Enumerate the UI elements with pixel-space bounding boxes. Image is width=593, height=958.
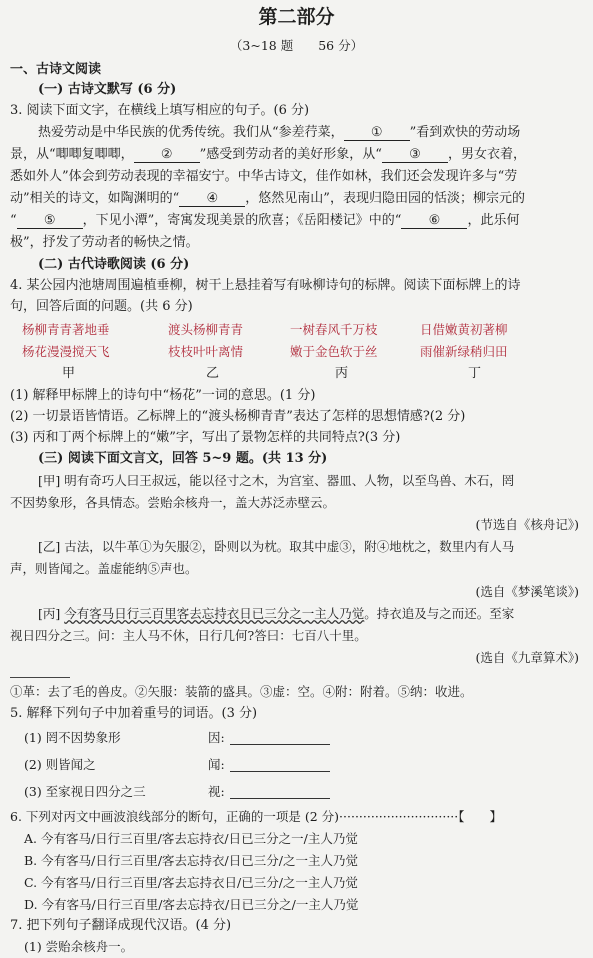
q6-option-c[interactable]: C. 今有客马/日行三百里/客去忘持衣日/已三分/之一主人乃觉 — [24, 875, 358, 890]
q7-stem: 7. 把下列句子翻译成现代汉语。(4 分) — [10, 918, 232, 933]
passage-bing-rest: 。持衣追及与之而还。至家 — [364, 606, 515, 621]
sign-yi-line2: 枝枝叶叶离情 — [168, 344, 244, 359]
sign-jia-label: 甲 — [62, 366, 76, 381]
q4-stem-2: 句，回答后面的问题。(共 6 分) — [10, 299, 193, 314]
page-subtitle: （3~18 题 56 分） — [229, 38, 364, 53]
passage-yi-line1: [乙] 古法，以牛革①为矢服②，卧则以为枕。取其中虚③，附④地枕之，数里内有人马 — [38, 539, 515, 554]
q5-item2-word: 闻: — [208, 757, 225, 772]
q5-item1-word: 因: — [208, 730, 225, 745]
q6-option-d[interactable]: D. 今有客马/日行三百里/客去忘持衣/日已三分之/一主人乃觉 — [24, 897, 359, 912]
q3-line5 — [10, 213, 519, 229]
q4-sub1: (1) 解释甲标牌上的诗句中“杨花”一词的意思。(1 分) — [10, 388, 316, 403]
answer-line-3[interactable] — [230, 798, 330, 799]
fill-blank-3[interactable]: ③ — [382, 148, 448, 163]
q4-stem-1: 4. 某公园内池塘周围遍植垂柳，树干上悬挂着写有咏柳诗句的标牌。阅读下面标牌上的诗 — [10, 278, 521, 293]
fill-blank-2[interactable]: ② — [134, 148, 200, 163]
sign-bing-label: 丙 — [335, 366, 349, 381]
fill-blank-1[interactable]: ① — [344, 126, 410, 141]
sign-yi-line1: 渡头杨柳青青 — [168, 322, 244, 337]
fill-blank-5[interactable]: ⑤ — [17, 214, 83, 229]
fill-blank-4[interactable]: ④ — [179, 192, 245, 207]
passage-yi-source: (选自《梦溪笔谈》) — [475, 584, 579, 599]
passage-bing-tag: [丙] — [38, 606, 65, 621]
q4-sub3: (3) 丙和丁两个标牌上的“嫩”字，写出了景物怎样的共同特点?(3 分) — [10, 430, 401, 445]
passage-jia-line1: [甲] 明有奇巧人曰王叔远，能以径寸之木，为宫室、器皿、人物，以至鸟兽、木石，罔 — [38, 473, 515, 488]
passage-bing-line2: 视日四分之三。问：主人马不休，日行几何?答曰：七百八十里。 — [10, 628, 367, 643]
fill-blank-6[interactable]: ⑥ — [401, 214, 467, 229]
q3-line3: 悉如外人”体会到劳动表现的幸福安宁。中华古诗文，佳作如林，我们还会发现许多与“劳 — [10, 169, 518, 184]
footnotes: ①革：去了毛的兽皮。②矢服：装箭的盛具。③虚：空。④附：附着。⑤纳：收进。 — [10, 684, 473, 699]
q3-text: ，下见小潭”，寄寓发现美景的欣喜；《岳阳楼记》中的“ — [82, 213, 402, 228]
q3-text: ，此乐何 — [467, 213, 520, 228]
page-title: 第二部分 — [258, 6, 335, 28]
q3-text: ，男女衣着， — [447, 147, 526, 162]
q4-sub2: (2) 一切景语皆情语。乙标牌上的“渡头杨柳青青”表达了怎样的思想情感?(2 分) — [10, 409, 466, 424]
q3-line2 — [10, 147, 526, 163]
sign-yi-label: 乙 — [206, 366, 220, 381]
q6-option-a[interactable]: A. 今有客马/日行三百里/客去忘持衣/日已三分之一/主人乃觉 — [24, 831, 358, 846]
q3-text: ”感受到劳动者的美好形象，从“ — [199, 147, 382, 162]
q3-text: 动”相关的诗文，如陶渊明的“ — [10, 191, 180, 206]
q5-item3-sentence: (3) 至家视日四分之三 — [24, 784, 146, 799]
q3-text: ”看到欢快的劳动场 — [409, 125, 521, 140]
part1-heading: (一) 古诗文默写 (6 分) — [38, 82, 177, 97]
q5-item3-word: 视: — [208, 784, 225, 799]
q5-item1-sentence: (1) 罔不因势象形 — [24, 730, 121, 745]
q5-item2-sentence: (2) 则皆闻之 — [24, 757, 96, 772]
footnote-divider — [10, 677, 70, 678]
sign-ding-line1: 日借嫩黄初著柳 — [420, 322, 508, 337]
sign-bing-line2: 嫩于金色软于丝 — [290, 344, 378, 359]
sign-bing-line1: 一树春风千万枝 — [290, 322, 378, 337]
q3-text: 景，从“唧唧复唧唧， — [10, 147, 134, 162]
q6-stem: 6. 下列对丙文中画波浪线部分的断句，正确的一项是 (2 分)······························【 】 — [10, 809, 503, 824]
sign-ding-label: 丁 — [468, 366, 482, 381]
sign-jia-line2: 杨花漫漫搅天飞 — [22, 344, 110, 359]
answer-line-1[interactable] — [230, 744, 330, 745]
passage-jia-line2: 不因势象形，各具情态。尝贻余核舟一，盖大苏泛赤壁云。 — [10, 495, 336, 510]
q3-text: 热爱劳动是中华民族的优秀传统。我们从“参差荇菜， — [38, 125, 344, 140]
q5-stem: 5. 解释下列句子中加着重号的词语。(3 分) — [10, 706, 258, 721]
passage-jia-source: (节选自《核舟记》) — [475, 517, 579, 532]
q6-option-b[interactable]: B. 今有客马/日行三百里/客去忘持衣/日已三分/之一主人乃觉 — [24, 853, 358, 868]
section-heading: 一、古诗文阅读 — [10, 62, 102, 77]
q7-sub1: (1) 尝贻余核舟一。 — [24, 939, 134, 954]
passage-bing-source: (选自《九章算术》) — [475, 650, 579, 665]
answer-line-2[interactable] — [230, 771, 330, 772]
part2-heading: (二) 古代诗歌阅读 (6 分) — [38, 257, 190, 272]
sign-ding-line2: 雨催新绿稍归田 — [420, 344, 508, 359]
passage-yi-line2: 声，则皆闻之。盖虚能纳⑤声也。 — [10, 561, 198, 576]
wavy-underlined-sentence: 今有客马日行三百里客去忘持衣日已三分之一主人乃觉 — [64, 606, 365, 621]
sign-jia-line1: 杨柳青青著地垂 — [22, 322, 110, 337]
passage-bing-line1 — [38, 606, 514, 622]
q3-text: ，悠然见南山”，表现归隐田园的恬淡；柳宗元的 — [245, 191, 525, 206]
q3-text: “ — [10, 213, 17, 228]
q3-line1 — [38, 125, 520, 141]
q3-line4 — [10, 191, 525, 207]
part3-heading: (三) 阅读下面文言文，回答 5~9 题。(共 13 分) — [38, 451, 328, 466]
q3-stem: 3. 阅读下面文字，在横线上填写相应的句子。(6 分) — [10, 103, 310, 118]
q3-line6: 极”，抒发了劳动者的畅快之情。 — [10, 235, 199, 250]
